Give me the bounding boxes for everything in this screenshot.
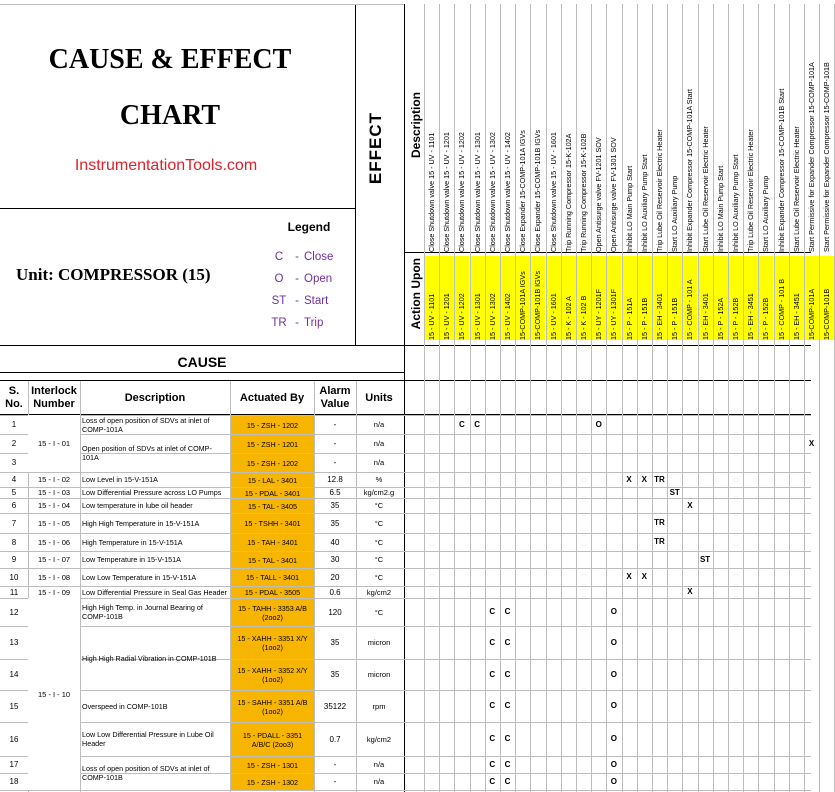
header-alarm-value: Alarm Value — [319, 385, 351, 410]
matrix-mark: X — [641, 474, 647, 484]
effect-action-tag: 15 - P - 151B — [637, 256, 652, 340]
chart-title-line2: CHART — [119, 100, 221, 131]
grid-line — [713, 4, 714, 792]
effect-action-tag: 15 - EH - 3451 — [789, 256, 804, 340]
row-sno: 18 — [9, 777, 19, 786]
legend-text: Start — [304, 295, 329, 307]
row-units: n/a — [373, 458, 385, 467]
matrix-mark: O — [610, 734, 617, 743]
grid-line — [728, 4, 729, 792]
row-units: micron — [367, 638, 391, 647]
row-units: n/a — [373, 760, 385, 769]
row-units: micron — [367, 670, 391, 679]
row-interlock: 15 - I - 02 — [37, 475, 71, 484]
row-description: Overspeed in COMP-101B — [82, 701, 168, 711]
row-actuated-by: 15 - TAL - 3401 — [231, 552, 314, 568]
grid-line — [637, 4, 638, 792]
effect-action-tag: 15 - COMP - 101 A — [682, 256, 697, 340]
legend-code: O — [274, 273, 284, 285]
row-description: Loss of open position of SDVs at inlet of COMP-101A — [82, 415, 210, 434]
row-sno: 13 — [9, 638, 19, 647]
grid-line — [470, 4, 471, 792]
matrix-mark: C — [504, 701, 511, 710]
effect-action-tag: 15 - UV - 1301 — [470, 256, 485, 340]
matrix-mark: ST — [699, 554, 711, 564]
matrix-mark: C — [504, 759, 511, 769]
matrix-mark: C — [489, 734, 496, 743]
matrix-mark: C — [489, 607, 496, 616]
row-description: Low Low Temperature in 15-V-151A — [82, 572, 197, 582]
legend-text: Trip — [304, 317, 324, 329]
matrix-mark: TR — [654, 474, 665, 484]
effect-description: Close Shutdown valve 15 - UV - 1101 — [427, 132, 436, 252]
matrix-mark: X — [687, 587, 693, 596]
effect-description: Trip Running Compressor 15-K-102A — [563, 133, 573, 252]
effect-description: Open Antisurge valve FV-1301 SOV — [609, 137, 619, 252]
row-sno: 8 — [11, 537, 17, 547]
row-units: n/a — [373, 777, 385, 786]
effect-action-tag: 15 - EH - 3451 — [743, 256, 758, 340]
effect-description: Close Shutdown valve 15 - UV - 1302 — [487, 132, 497, 252]
row-sno: 6 — [11, 501, 17, 510]
row-actuated-by: 15 - TSHH - 3401 — [231, 514, 314, 533]
effect-description: Close Shutdown valve 15 - UV - 1201 — [442, 132, 452, 252]
row-sno: 12 — [9, 607, 19, 617]
row-actuated-by: 15 - XAHH - 3351 X/Y (1oo2) — [231, 627, 314, 659]
row-units: n/a — [373, 439, 385, 448]
effect-action-tag: 15-COMP-101B — [819, 256, 834, 340]
row-actuated-by: 15 - LAL - 3401 — [231, 473, 314, 487]
grid-line — [454, 4, 455, 792]
row-sno: 7 — [11, 518, 17, 528]
row-alarm-value: 0.6 — [329, 587, 341, 597]
row-alarm-value: - — [333, 439, 337, 448]
grid-line — [576, 4, 577, 792]
interlock-group-label: 15 - I - 01 — [28, 415, 80, 472]
row-actuated-by: 15 - XAHH - 3352 X/Y (1oo2) — [231, 660, 314, 690]
row-interlock: 15 - I - 08 — [37, 572, 71, 582]
row-actuated-by: 15 - ZSH - 1301 — [231, 757, 314, 773]
row-units: % — [375, 475, 383, 484]
effect-action-tag: 15-COMP-101A — [804, 256, 819, 340]
site-name: InstrumentationTools.com — [74, 157, 258, 174]
matrix-mark: TR — [654, 537, 665, 546]
row-sno: 15 — [9, 701, 19, 711]
legend-item — [268, 312, 350, 334]
effect-description: Inhibit Expander Compressor 15-COMP-101A Start — [685, 89, 695, 252]
effect-action-tag: 15 - UV - 1201 — [439, 256, 454, 340]
row-sno: 5 — [11, 488, 17, 497]
grid-line — [561, 4, 562, 792]
effect-action-tag: 15 - P - 152B — [728, 256, 743, 340]
matrix-mark: O — [610, 759, 617, 769]
row-units: °C — [374, 572, 384, 582]
effect-description: Close Shutdown valve 15 - UV - 1402 — [503, 132, 512, 252]
effect-action-tag: 15 - UV - 1601 — [546, 256, 561, 340]
grid-line — [530, 4, 531, 792]
matrix-mark: X — [641, 572, 647, 581]
legend-sep: - — [295, 317, 299, 329]
row-interlock: 15 - I - 06 — [37, 537, 71, 547]
grid-line — [591, 4, 592, 792]
row-sno: 16 — [9, 734, 19, 744]
row-description: High High Temperature in 15-V-151A — [82, 518, 200, 528]
legend-sep: - — [295, 251, 299, 263]
row-actuated-by: 15 - ZSH - 1202 — [231, 416, 314, 434]
row-sno: 10 — [9, 572, 19, 582]
matrix-mark: O — [610, 637, 617, 647]
legend — [268, 220, 350, 334]
cause-label: CAUSE — [177, 354, 227, 370]
effect-description: Close Expander 15-COMP-101A IGVs — [518, 130, 528, 252]
grid-line — [682, 4, 683, 792]
matrix-mark: O — [610, 669, 617, 679]
header-description: Description — [124, 392, 186, 404]
row-description: High Temperature in 15-V-151A — [82, 537, 183, 547]
row-actuated-by: 15 - TAL - 3405 — [231, 499, 314, 513]
row-sno: 9 — [11, 555, 17, 564]
matrix-mark: X — [687, 500, 693, 510]
chart-title-line1: CAUSE & EFFECT — [48, 44, 292, 75]
legend-code: C — [274, 251, 284, 263]
effect-action-tag: 15 - UV - 1402 — [500, 256, 515, 340]
row-actuated-by: 15 - ZSH - 1302 — [231, 774, 314, 790]
effect-action-tag: 15 - P - 152B — [758, 256, 773, 340]
row-actuated-by: 15 - ZSH - 1202 — [231, 454, 314, 472]
legend-code: ST — [271, 295, 287, 307]
row-description: Loss of open position of SDVs at inlet of COMP-101B — [82, 764, 210, 782]
matrix-mark: C — [489, 776, 496, 786]
row-actuated-by: 15 - PDALL - 3351 A/B/C (2oo3) — [231, 723, 314, 756]
row-alarm-value: 30 — [330, 555, 340, 564]
effect-description: Start Permissive for Expander Compressor 15-COMP-101A — [807, 62, 816, 252]
row-alarm-value: 12.8 — [327, 475, 343, 484]
matrix-mark: C — [504, 607, 511, 616]
row-sno: 14 — [9, 670, 19, 679]
matrix-mark: C — [504, 669, 511, 679]
row-alarm-value: 6.5 — [329, 488, 341, 497]
matrix-mark: X — [626, 572, 632, 581]
header-sno: S. No. — [5, 385, 23, 410]
grid-line — [0, 4, 404, 5]
grid-line — [789, 4, 790, 792]
row-alarm-value: 40 — [330, 537, 340, 547]
row-units: n/a — [373, 420, 385, 429]
effect-action-tag: 15 - K - 102 A — [561, 256, 576, 340]
row-alarm-value: 35 — [330, 501, 340, 510]
legend-code: TR — [271, 317, 287, 329]
effect-action-tag: 15 - UV - 1302 — [485, 256, 500, 340]
row-sno: 17 — [9, 760, 19, 769]
row-alarm-value: 35122 — [323, 701, 347, 711]
matrix-mark: O — [610, 701, 617, 710]
grid-line — [622, 4, 623, 792]
row-alarm-value: - — [333, 458, 337, 467]
row-actuated-by: 15 - PDAL - 3505 — [231, 587, 314, 598]
row-sno: 1 — [11, 420, 17, 429]
grid-line — [0, 380, 811, 381]
effect-action-tag: 15 - UV - 1202 — [454, 256, 469, 340]
effect-description: Inhibit LO Main Pump Start — [715, 165, 725, 252]
matrix-mark: C — [489, 701, 496, 710]
legend-sep: - — [295, 295, 299, 307]
row-interlock: 15 - I - 05 — [37, 518, 71, 528]
row-sno: 4 — [11, 475, 17, 484]
matrix-mark: C — [489, 759, 496, 769]
grid-line — [743, 4, 744, 792]
header-interlock: Interlock Number — [31, 385, 77, 410]
effect-description: Inhibit Expander Compressor 15-COMP-101B Start — [776, 88, 786, 252]
row-alarm-value: 35 — [330, 638, 340, 647]
effect-action-tag: 15 - P - 152A — [713, 256, 728, 340]
grid-line — [355, 4, 356, 346]
matrix-mark: C — [504, 776, 511, 786]
effect-action-tag: 15 - K - 102 B — [576, 256, 591, 340]
grid-line — [804, 4, 805, 792]
legend-text: Close — [304, 251, 334, 263]
header-units: Units — [365, 392, 393, 404]
grid-line — [424, 4, 425, 792]
row-interlock: 15 - I - 04 — [37, 501, 71, 510]
grid-line — [546, 4, 547, 792]
row-description: Low Low Differential Pressure in Lube Oil Header — [82, 730, 214, 748]
row-units: °C — [374, 537, 384, 547]
effect-action-tag: 15 - COMP - 101 B — [774, 256, 789, 340]
effect-description: Close Shutdown valve 15 - UV - 1301 — [472, 132, 482, 252]
grid-line — [758, 4, 759, 792]
grid-line — [667, 4, 668, 792]
row-interlock: 15 - I - 03 — [37, 488, 71, 497]
row-alarm-value: 0.7 — [329, 734, 341, 744]
header-actuated-by: Actuated By — [239, 392, 305, 404]
effect-description: Start Lube Oil Reservoir Electric Heater — [791, 126, 801, 252]
effect-action-tag: 15 - UY - 1201F — [591, 256, 606, 340]
effect-action-tag: 15-COMP-101B IGVs — [530, 256, 545, 340]
effect-description: Inhibit LO Auxiliary Pump Start — [639, 154, 649, 252]
matrix-mark: C — [474, 419, 480, 429]
grid-line — [404, 4, 405, 792]
row-sno: 2 — [11, 439, 17, 448]
effect-action-tag: 15 - EH - 3401 — [652, 256, 667, 340]
grid-line — [819, 4, 820, 792]
effect-description: Open Antisurge valve FV-1201 SOV — [594, 137, 604, 252]
matrix-mark: C — [504, 637, 511, 647]
row-description: High High Radial Vibration in COMP-101B — [82, 653, 217, 663]
row-actuated-by: 15 - TALL - 3401 — [231, 569, 314, 586]
row-units: °C — [374, 518, 384, 528]
row-actuated-by: 15 - TAH - 3401 — [231, 534, 314, 551]
grid-line — [698, 4, 699, 792]
effect-action-tag: 15 - UV - 1101 — [424, 256, 439, 340]
row-interlock: 15 - I - 07 — [37, 555, 71, 564]
legend-sep: - — [295, 273, 299, 285]
effect-description: Start LO Auxiliary Pump — [670, 175, 680, 252]
legend-text: Open — [304, 273, 333, 285]
row-units: kg/cm2 — [366, 587, 392, 597]
grid-line — [0, 345, 811, 346]
row-description: Low Differential Pressure in Seal Gas Header — [82, 587, 227, 597]
row-units: kg/cm2.g — [363, 488, 395, 497]
row-description: Low Differential Pressure across LO Pumps — [82, 488, 222, 497]
row-units: rpm — [372, 701, 386, 711]
row-description: Open position of SDVs at inlet of COMP-101A — [82, 444, 212, 462]
row-description: Low Temperature in 15-V-151A — [82, 555, 181, 564]
matrix-mark: TR — [654, 518, 665, 527]
effect-action-tag: 15 - UY - 1301F — [606, 256, 621, 340]
row-actuated-by: 15 - TAHH - 3353 A/B (2oo2) — [231, 599, 314, 626]
grid-line — [774, 4, 775, 792]
row-alarm-value: 20 — [330, 572, 340, 582]
row-units: °C — [374, 501, 384, 510]
effect-description: Close Expander 15-COMP-101B IGVs — [533, 129, 543, 252]
row-units: kg/cm2 — [366, 734, 392, 744]
row-alarm-value: - — [333, 777, 337, 786]
row-sno: 3 — [11, 458, 17, 467]
effect-action-tag: 15-COMP-101A IGVs — [515, 256, 530, 340]
grid-line — [0, 790, 811, 791]
matrix-mark: O — [595, 419, 602, 429]
action-upon-label: Action Upon — [409, 258, 423, 330]
matrix-mark: X — [626, 474, 632, 484]
effect-label: EFFECT — [366, 112, 385, 185]
row-description: Low Level in 15-V-151A — [82, 475, 158, 484]
row-alarm-value: 120 — [328, 607, 342, 617]
matrix-mark: C — [504, 734, 511, 743]
row-description: High High Temp. in Journal Bearing of COMP-101B — [82, 603, 203, 621]
grid-line — [515, 4, 516, 792]
effect-description: Inhibit LO Auxiliary Pump Start — [731, 154, 740, 252]
matrix-mark: C — [459, 419, 465, 429]
row-alarm-value: - — [333, 760, 337, 769]
legend-item — [268, 290, 350, 312]
row-sno: 11 — [9, 587, 19, 597]
effect-description: Trip Lube Oil Reservoir Electric Heater — [746, 129, 756, 252]
interlock-group-label: 15 - I - 10 — [28, 598, 80, 790]
effect-description: Close Shutdown valve 15 - UV - 1601 — [548, 132, 558, 252]
matrix-mark: O — [610, 607, 617, 616]
matrix-mark: X — [808, 438, 815, 448]
description-label: Description — [409, 92, 423, 159]
matrix-mark: C — [489, 669, 496, 679]
row-units: °C — [374, 607, 384, 617]
row-alarm-value: 35 — [330, 518, 340, 528]
effect-description: Start Permissive for Expander Compressor 15-COMP-101B — [822, 62, 832, 252]
effect-description: Trip Lube Oil Reservoir Electric Heater — [655, 129, 664, 252]
row-interlock: 15 - I - 09 — [37, 587, 71, 597]
grid-line — [405, 252, 811, 253]
effect-description: Inhibit LO Main Pump Start — [624, 165, 634, 252]
effect-action-tag: 15 - EH - 3401 — [698, 256, 713, 340]
grid-line — [0, 372, 404, 373]
row-units: °C — [374, 555, 384, 564]
legend-item — [268, 268, 350, 290]
effect-description: Close Shutdown valve 15 - UV - 1202 — [457, 132, 467, 252]
matrix-mark: O — [610, 776, 617, 786]
legend-heading: Legend — [287, 220, 331, 234]
row-actuated-by: 15 - ZSH - 1201 — [231, 435, 314, 453]
unit-label: Unit: COMPRESSOR (15) — [16, 265, 211, 284]
effect-description: Trip Running Compressor 15-K-102B — [579, 133, 588, 252]
effect-action-tag: 15 - P - 151B — [667, 256, 682, 340]
matrix-mark: C — [489, 637, 496, 647]
matrix-mark: ST — [669, 487, 680, 497]
row-description: Low temperature in lube oil header — [82, 501, 193, 510]
grid-line — [0, 208, 356, 209]
row-alarm-value: 35 — [330, 670, 340, 679]
row-actuated-by: 15 - PDAL - 3401 — [231, 488, 314, 498]
effect-description: Start Lube Oil Reservoir Electric Heater — [700, 126, 710, 252]
row-alarm-value: - — [333, 420, 337, 429]
row-actuated-by: 15 - SAHH - 3351 A/B (1oo2) — [231, 691, 314, 722]
legend-item — [268, 246, 350, 268]
effect-description: Start LO Auxiliary Pump — [761, 175, 771, 252]
grid-line — [439, 4, 440, 792]
grid-line — [652, 4, 653, 792]
effect-action-tag: 15 - P - 151A — [622, 256, 637, 340]
